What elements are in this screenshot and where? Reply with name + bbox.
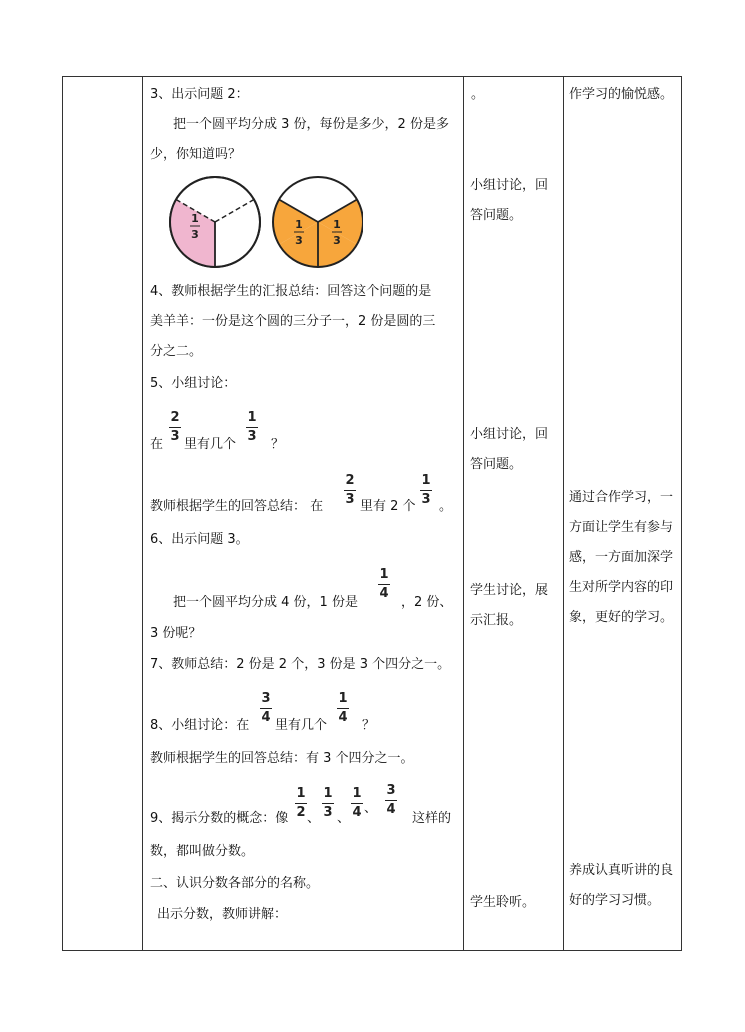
section-2-heading: 二、认识分数各部分的名称。 [150, 876, 320, 891]
fraction-q5-a: 2 3 [170, 410, 180, 444]
column-divider-3 [563, 76, 564, 951]
fraction-q3: 1 4 [379, 567, 389, 601]
fraction-concept-4: 3 4 [386, 783, 396, 817]
question-2-title: 3、出示问题 2： [150, 87, 249, 102]
q8-middle: 里有几个 [275, 718, 328, 733]
q8-suffix: ？ [362, 718, 376, 733]
question-2-body-line2: 少，你知道吗？ [150, 147, 242, 162]
purpose-joy: 作学习的愉悦感。 [569, 87, 674, 102]
question-3-title: 6、出示问题 3。 [150, 532, 249, 547]
fraction-q8-b: 1 4 [338, 691, 348, 725]
q8-prefix: 8、小组讨论：在 [150, 718, 250, 733]
fraction-s2-b: 1 3 [421, 473, 431, 507]
table-right-border [681, 76, 682, 951]
concept-sep-1: 、 [307, 811, 321, 826]
right-slice-a-numerator: 1 [295, 218, 303, 231]
circle-diagram-thirds [168, 176, 363, 270]
fraction-concept-2: 1 3 [323, 786, 333, 820]
student-period: 。 [471, 87, 485, 102]
summary-1-line1: 4、教师根据学生的汇报总结：回答这个问题的是 [150, 284, 432, 299]
right-slice-b-numerator: 1 [333, 218, 341, 231]
group-discussion-heading: 5、小组讨论： [150, 376, 237, 391]
concept-sep-3: 、 [364, 801, 378, 816]
concept-suffix: 这样的 [412, 811, 452, 826]
fraction-s2-a: 2 3 [345, 473, 355, 507]
left-circle [170, 177, 260, 267]
question-2-body-line1: 把一个圆平均分成 3 份，每份是多少，2 份是多 [173, 117, 449, 132]
student-group-answer-1: 小组讨论，回答问题。 [470, 178, 549, 223]
table-left-border [62, 76, 63, 951]
left-slice-numerator: 1 [191, 212, 199, 225]
purpose-habit: 养成认真听讲的良好的学习习惯。 [569, 863, 674, 908]
section-2-body: 出示分数，教师讲解： [157, 907, 288, 922]
concept-line2: 数，都叫做分数。 [150, 844, 255, 859]
q5-prefix: 在 [150, 437, 164, 452]
summary-3: 7、教师总结：2 份是 2 个，3 份是 3 个四分之一。 [150, 657, 451, 672]
summary-1-line2: 美羊羊：一份是这个圆的三分子一，2 份是圆的三 [150, 314, 436, 329]
table-bottom-border [62, 950, 682, 951]
column-divider-1 [142, 76, 143, 951]
student-listen: 学生聆听。 [470, 895, 536, 910]
question-3-body-suffix: ，2 份、 [401, 595, 453, 610]
table-top-border [62, 76, 682, 77]
summary-4: 教师根据学生的回答总结：有 3 个四分之一。 [150, 751, 414, 766]
fraction-concept-3: 1 4 [352, 786, 362, 820]
summary-2-middle: 里有 2 个 [360, 499, 416, 514]
fraction-concept-1: 1 2 [296, 786, 306, 820]
purpose-coop: 通过合作学习，一方面让学生有参与感，一方面加深学生对所学内容的印象，更好的学习。 [569, 490, 674, 625]
q5-suffix: ？ [271, 437, 285, 452]
column-divider-2 [463, 76, 464, 951]
left-slice-denominator: 3 [191, 228, 199, 241]
summary-2-suffix: 。 [439, 499, 453, 514]
question-3-body-line2: 3 份呢？ [150, 626, 202, 641]
summary-1-line3: 分之二。 [150, 344, 203, 359]
right-slice-b-denominator: 3 [333, 234, 341, 247]
student-discuss-show: 学生讨论，展示汇报。 [470, 583, 549, 628]
right-slice-a-denominator: 3 [295, 234, 303, 247]
concept-prefix: 9、揭示分数的概念：像 [150, 811, 289, 826]
right-circle [273, 177, 363, 267]
student-group-answer-2: 小组讨论，回答问题。 [470, 427, 549, 472]
summary-2-prefix: 教师根据学生的回答总结： 在 [150, 499, 324, 514]
fraction-q5-b: 1 3 [247, 410, 257, 444]
question-3-body-prefix: 把一个圆平均分成 4 份，1 份是 [173, 595, 358, 610]
fraction-q8-a: 3 4 [261, 691, 271, 725]
q5-middle: 里有几个 [184, 437, 237, 452]
concept-sep-2: 、 [337, 811, 351, 826]
